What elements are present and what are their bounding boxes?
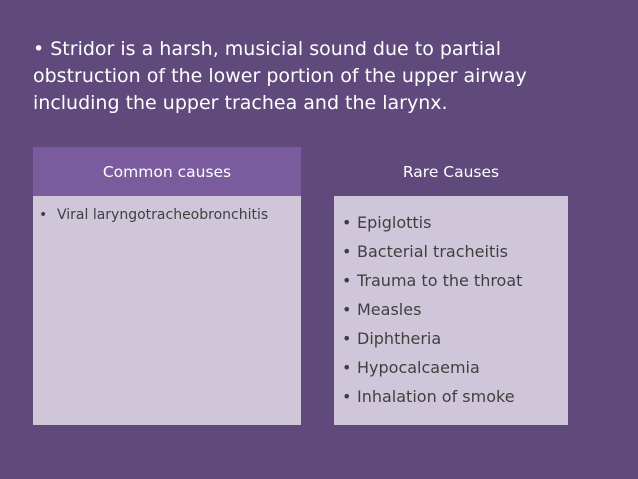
bullet-icon: • — [342, 329, 352, 348]
cause-text: Inhalation of smoke — [357, 387, 515, 406]
list-item — [342, 208, 560, 237]
cause-text: Viral laryngotracheobronchitis — [57, 207, 269, 223]
list-item — [342, 324, 560, 353]
list-item — [342, 295, 560, 324]
rare-causes-body — [334, 196, 568, 425]
bullet-icon: • — [342, 387, 352, 406]
cause-text: Trauma to the throat — [357, 271, 523, 290]
bullet-icon: • — [342, 242, 352, 261]
cause-text: Epiglottis — [357, 213, 432, 232]
bullet-icon: • — [342, 300, 352, 319]
list-item — [342, 266, 560, 295]
rare-causes-card — [334, 147, 568, 425]
list-item — [342, 382, 560, 411]
cause-text: Diphtheria — [357, 329, 442, 348]
common-causes-header: Common causes — [33, 147, 301, 196]
common-causes-card — [33, 147, 301, 425]
bullet-icon: • — [342, 271, 352, 290]
cause-text: Measles — [357, 300, 422, 319]
common-causes-body — [33, 196, 301, 425]
common-causes-list — [33, 196, 301, 224]
bullet-icon: • — [342, 213, 352, 232]
list-item — [39, 206, 287, 224]
rare-causes-header: Rare Causes — [334, 147, 568, 196]
list-item — [342, 353, 560, 382]
bullet-icon: • — [342, 358, 352, 377]
list-item — [342, 237, 560, 266]
cause-text: Hypocalcaemia — [357, 358, 480, 377]
bullet-icon: • — [39, 207, 48, 223]
intro-text: • Stridor is a harsh, musicial sound due to partial obstruction of the lower portion of the upper airway including the upper trachea and the larynx. — [33, 38, 527, 114]
rare-causes-list — [334, 196, 568, 411]
cause-text: Bacterial tracheitis — [357, 242, 508, 261]
